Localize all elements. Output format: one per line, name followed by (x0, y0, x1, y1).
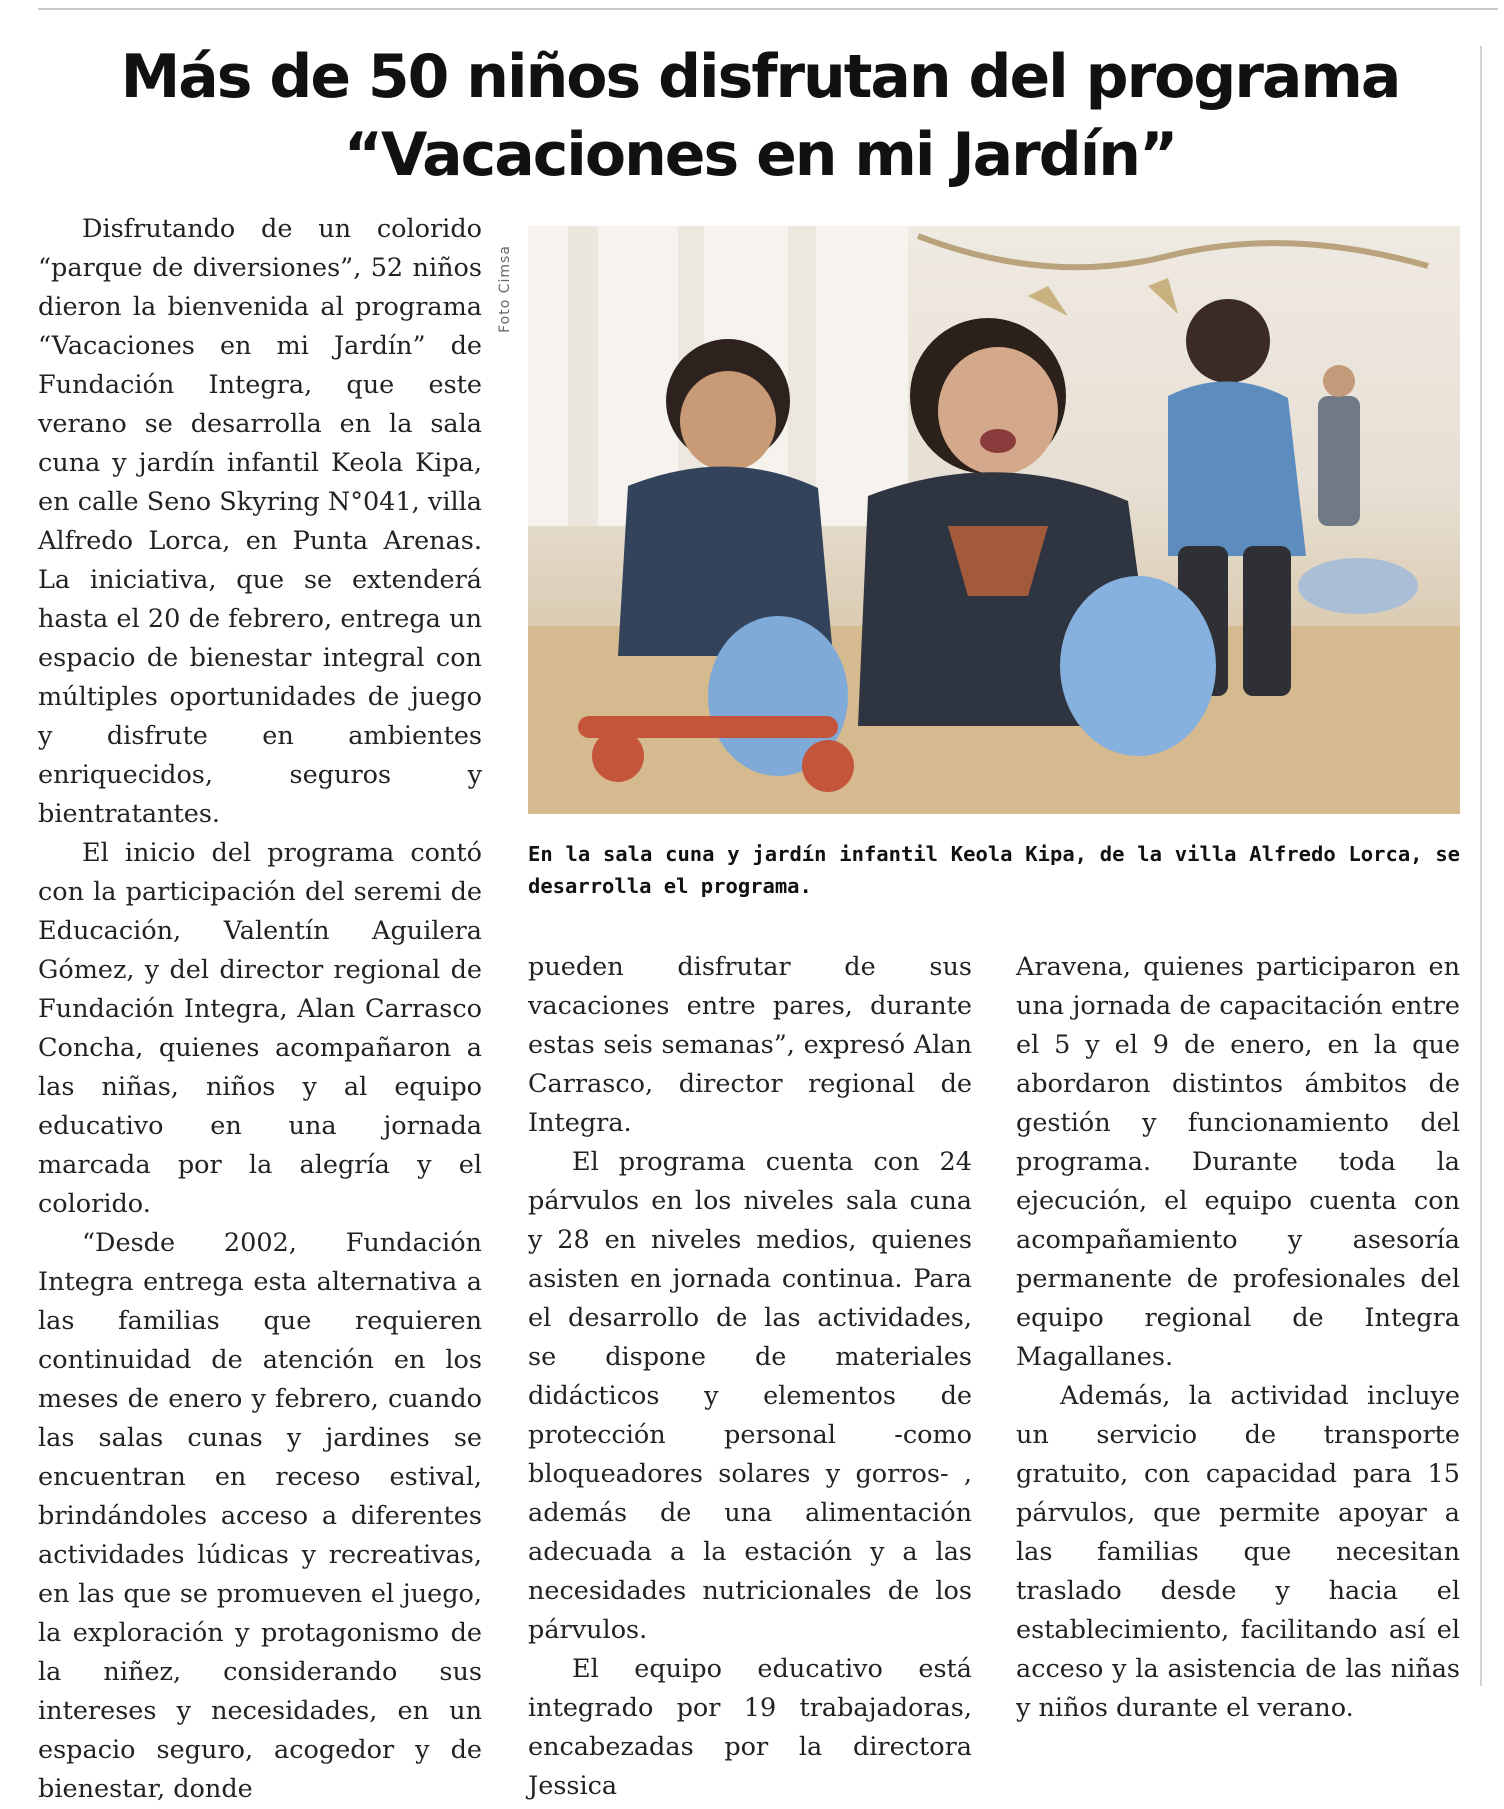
column-rule (1480, 46, 1482, 1686)
article-column-1 (38, 210, 482, 1809)
girl-face (938, 347, 1058, 475)
photo-illustration (528, 226, 1460, 814)
child-head (1186, 299, 1270, 383)
paragraph: “Desde 2002, Fundación Integra entrega esta alternativa a las familias que requieren continuidad de atención en los meses de enero y febrero, cuando las salas cunas y jardines se encuentran en receso estival, brindándoles acceso a diferentes actividades lúdicas y recreativas, en las que se promueven el juego, la exploración y protagonismo de la niñez, considerando sus intereses y necesidades, en un espacio seguro, acogedor y de bienestar, donde (38, 1228, 482, 1804)
paragraph: El programa cuenta con 24 párvulos en los niveles sala cuna y 28 en niveles medios, quienes asisten en jornada continua. Para el desarrollo de las actividades, se dispone de materiales didácticos y elementos de protección personal -como bloqueadores solares y gorros- , además de una alimentación adecuada a la estación y a las necesidades nutricionales de los párvulos. (528, 1147, 972, 1645)
paragraph: Además, la actividad incluye un servicio de transporte gratuito, con capacidad para 15 párvulos, que permite apoyar a las familias que necesitan traslado desde y hacia el establecimiento, facilitando así el acceso y la asistencia de las niñas y niños durante el verano. (1016, 1381, 1460, 1723)
toy-wheel (802, 740, 854, 792)
background-toys (1298, 558, 1418, 614)
ride-on-toy (1060, 576, 1216, 756)
adult-head (1323, 365, 1355, 397)
article-photo (528, 226, 1460, 814)
paragraph: Disfrutando de un colorido “parque de diversiones”, 52 niños dieron la bienvenida al programa “Vacaciones en mi Jardín” de Fundación Integra, que este verano se desarrolla en la sala cuna y jardín infantil Keola Kipa, en calle Seno Skyring N°041, villa Alfredo Lorca, en Punta Arenas. La iniciativa, que se extenderá hasta el 20 de febrero, entrega un espacio de bienestar integral con múltiples oportunidades de juego y disfrute en ambientes enriquecidos, seguros y bientratantes. (38, 214, 482, 829)
photo-credit-text: Foto Cimsa (497, 245, 513, 333)
curtain (568, 226, 598, 526)
paragraph: El inicio del programa contó con la participación del seremi de Educación, Valentín Aguilera Gómez, y del director regional de Fundación Integra, Alan Carrasco Concha, quienes acompañaron a las niñas, niños y al equipo educativo en una jornada marcada por la alegría y el colorido. (38, 838, 482, 1219)
child-shirt (1168, 381, 1306, 556)
toy-wheel (592, 730, 644, 782)
photo-caption: En la sala cuna y jardín infantil Keola Kipa, de la villa Alfredo Lorca, se desarrolla el programa. (528, 842, 1460, 898)
adult-figure (1318, 396, 1360, 526)
garland (918, 236, 1428, 267)
girl-smile (980, 429, 1016, 453)
article-column-2 (528, 948, 972, 1806)
boy-face (680, 371, 776, 471)
child-leg (1243, 546, 1291, 696)
paragraph: El equipo educativo está integrado por 19 trabajadoras, encabezadas por la directora Jessica (528, 1654, 972, 1801)
top-rule (38, 8, 1498, 10)
photo-credit (494, 232, 516, 352)
paragraph: Aravena, quienes participaron en una jornada de capacitación entre el 5 y el 9 de enero, en la que abordaron distintos ámbitos de gestión y funcionamiento del programa. Durante toda la ejecución, el equipo cuenta con acompañamiento y asesoría permanente de profesionales del equipo regional de Integra Magallanes. (1016, 952, 1460, 1372)
garland-decor (1028, 278, 1178, 316)
paragraph: pueden disfrutar de sus vacaciones entre pares, durante estas seis semanas”, expresó Alan Carrasco, director regional de Integra. (528, 952, 972, 1138)
article-column-3 (1016, 948, 1460, 1728)
headline: Más de 50 niños disfrutan del programa “Vacaciones en mi Jardín” (120, 42, 1400, 190)
